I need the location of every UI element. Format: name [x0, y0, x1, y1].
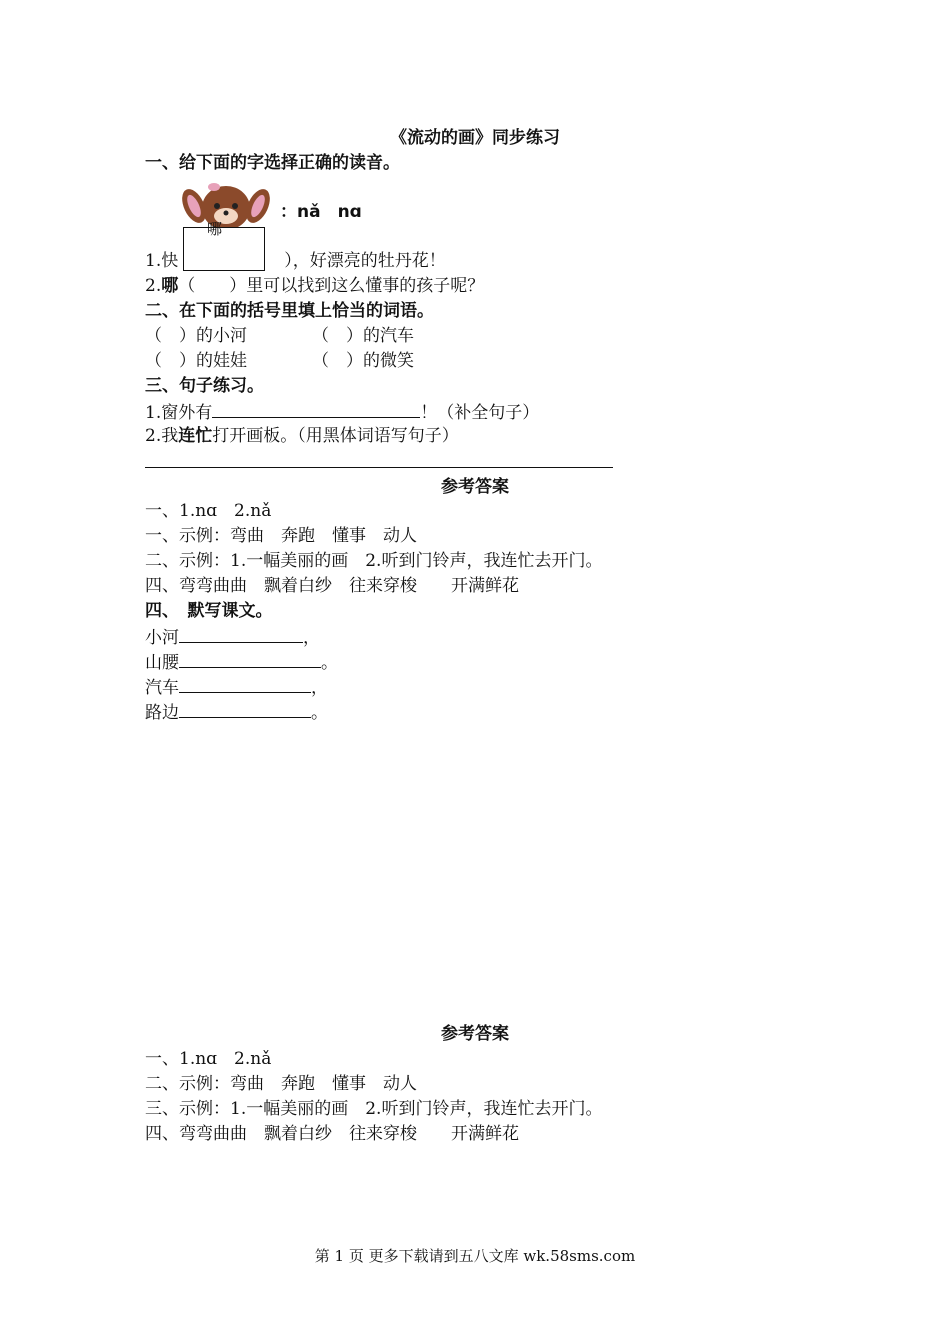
answers-1-line: 四、弯弯曲曲 飘着白纱 往来穿梭 开满鲜花: [145, 576, 519, 596]
s4-line: [145, 649, 338, 675]
s1-q2-char: 哪: [161, 276, 179, 296]
bunny-illustration: [180, 180, 272, 232]
s4-line-suffix: 。: [321, 653, 338, 673]
s4-line-suffix: 。: [311, 703, 328, 723]
page-footer: 第 1 页 更多下载请到五八文库 wk.58sms.com: [314, 1247, 636, 1265]
answers-2-line: 四、弯弯曲曲 飘着白纱 往来穿梭 开满鲜花: [145, 1124, 519, 1144]
s3-question-1: [145, 399, 539, 425]
section-2-heading: 二、在下面的括号里填上恰当的词语。: [145, 301, 434, 321]
s4-line-blank[interactable]: [179, 624, 303, 643]
answers-1-line: 一、示例：弯曲 奔跑 懂事 动人: [145, 526, 417, 546]
s4-line-blank[interactable]: [179, 699, 311, 718]
s3-q1-prefix: 1.窗外有: [145, 403, 213, 423]
s4-line: [145, 674, 328, 700]
s2-row-1a: （ ）的小河: [145, 326, 247, 346]
s4-line: [145, 624, 320, 650]
s4-line-prefix: 山腰: [145, 653, 179, 673]
s2-row-2b: （ ）的微笑: [312, 351, 414, 371]
section-4-heading: 四、 默写课文。: [145, 601, 273, 621]
s1-q1-prefix: 1.快: [145, 251, 179, 271]
s3-question-2: [145, 424, 459, 448]
answer-line[interactable]: [145, 467, 613, 468]
section-1-heading: 一、给下面的字选择正确的读音。: [145, 153, 400, 173]
s2-row-1b: （ ）的汽车: [312, 326, 414, 346]
answers-1-heading: 参考答案: [441, 477, 509, 497]
s4-line-blank[interactable]: [179, 649, 321, 668]
answers-2-line: 二、示例：弯曲 奔跑 懂事 动人: [145, 1074, 417, 1094]
section-3-heading: 三、句子练习。: [145, 376, 264, 396]
s1-question-1: [145, 249, 446, 273]
s4-line-prefix: 路边: [145, 703, 179, 723]
answers-2-heading: 参考答案: [441, 1024, 509, 1044]
s4-line-suffix: ，: [311, 678, 328, 698]
s4-line-prefix: 小河: [145, 628, 179, 648]
answers-1-line: 一、1.nɑ 2.nǎ: [145, 501, 272, 521]
s3-q2-suffix: 打开画板。（用黑体词语写句子）: [212, 426, 459, 446]
s3-q1-blank[interactable]: [212, 399, 420, 418]
s3-q2-bold: 连忙: [178, 426, 213, 446]
s4-line-suffix: ，: [303, 628, 320, 648]
s1-q2-rest: （ ）里可以找到这么懂事的孩子呢？: [178, 276, 485, 296]
answers-2-line: 三、示例：1.一幅美丽的画 2.听到门铃声，我连忙去开门。: [145, 1099, 603, 1119]
s3-q1-suffix: ！（补全句子）: [420, 403, 540, 423]
s1-question-2: 2.哪（ ）里可以找到这么懂事的孩子呢？: [145, 276, 485, 296]
answers-2-line: 一、1.nɑ 2.nǎ: [145, 1049, 272, 1069]
s4-line-prefix: 汽车: [145, 678, 179, 698]
s3-q2-prefix: 2.我: [145, 426, 179, 446]
character-label: 哪: [207, 220, 223, 238]
answers-1-line: 二、示例：1.一幅美丽的画 2.听到门铃声，我连忙去开门。: [145, 551, 603, 571]
page-title: 《流动的画》同步练习: [390, 128, 560, 148]
s4-line: [145, 699, 328, 725]
s4-line-blank[interactable]: [179, 674, 311, 693]
s1-q1-suffix: ），好漂亮的牡丹花！: [284, 251, 446, 271]
s2-row-2a: （ ）的娃娃: [145, 351, 247, 371]
pinyin-options: ：nǎ nɑ: [280, 202, 362, 222]
